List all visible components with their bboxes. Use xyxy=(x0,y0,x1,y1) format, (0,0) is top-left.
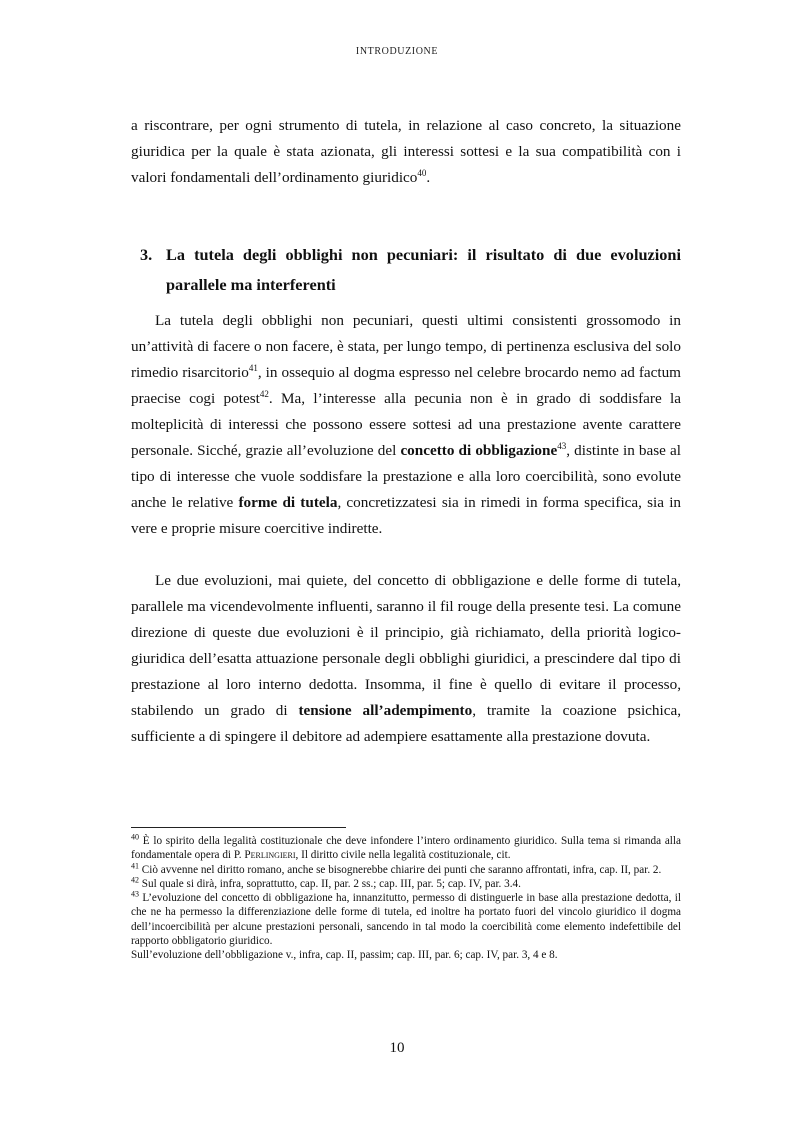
paragraph-intro-continuation xyxy=(131,113,681,191)
footnote-number: 41 xyxy=(131,860,139,870)
footnote-ref-42[interactable]: 42 xyxy=(259,388,269,399)
footnote-number: 40 xyxy=(131,832,139,842)
footnote-40 xyxy=(131,834,681,863)
footnote-number: 43 xyxy=(131,889,139,899)
footnote-ref-43[interactable]: 43 xyxy=(557,440,567,451)
footnote-43-continuation: Sull’evoluzione dell’obbligazione v., infra, cap. II, passim; cap. III, par. 6; cap. IV, par. 3, 4 e 8. xyxy=(131,949,558,962)
text-run: Le due evoluzioni, mai quiete, del concetto di obbligazione e delle forme di tutela, parallele ma vicendevolmente influenti, saranno il fil rouge della presente tesi. La comune direzione di queste due evoluzioni è il principio, già richiamato, della priorità logico-giuridica dell’esatta attuazione personale degli obblighi giuridici, a prescindere dal tipo di prestazione al loro interno dedotta. Insomma, il fine è quello di evitare il processo, stabilendo un grado di xyxy=(131,572,681,719)
footnote-41 xyxy=(131,860,681,877)
footnote-ref-40[interactable]: 40 xyxy=(417,167,427,178)
running-header: INTRODUZIONE xyxy=(355,46,439,57)
footnote-text: , Il diritto civile nella legalità costituzionale, cit. xyxy=(295,849,511,862)
paragraph-obblighi xyxy=(131,308,681,542)
section-heading xyxy=(140,240,681,300)
paragraph-evoluzioni xyxy=(131,568,681,750)
footnote-42 xyxy=(131,877,681,891)
section-title: La tutela degli obblighi non pecuniari: il risultato di due evoluzioni parallele ma interferenti xyxy=(166,245,681,294)
footnote-separator xyxy=(131,827,346,828)
paragraph-text: a riscontrare, per ogni strumento di tutela, in relazione al caso concreto, la situazione giuridica per la quale è stata azionata, gli interessi sottesi e la sua compatibilità con i valori fondamentali dell’ordinamento giuridico xyxy=(131,117,681,186)
text-run: . Ma, l’interesse alla pecunia non è in grado di soddisfare la molteplicità di interessi che possono essere sottesi ad una prestazione avente carattere personale. Sicché, grazie all’evoluzione del xyxy=(131,390,681,459)
bold-term-forme-di-tutela: forme di tutela xyxy=(238,494,338,511)
paragraph-end: . xyxy=(426,169,431,186)
text-run: , tramite la coazione psichica, sufficiente a di spingere il debitore ad adempiere esattamente alla prestazione dovuta. xyxy=(131,702,681,745)
text-run: La tutela degli obblighi non pecuniari, questi ultimi consistenti grossomodo in un’attività di facere o non facere, è stata, per lungo tempo, di pertinenza esclusiva del solo rimedio risarcitorio xyxy=(131,312,681,381)
footnote-number: 42 xyxy=(131,875,139,885)
footnote-text: Ciò avvenne nel diritto romano, anche se bisognerebbe chiarire dei punti che saranno affrontati, infra, cap. II, par. 2. xyxy=(139,863,662,876)
text-run: , in ossequio al dogma espresso nel celebre brocardo nemo ad factum praecise cogi potest xyxy=(131,364,681,407)
text-run: , concretizzatesi sia in rimedi in forma specifica, sia in vere e proprie misure coercitive indirette. xyxy=(131,494,682,537)
footnote-43 xyxy=(131,891,681,948)
section-number: 3. xyxy=(140,245,153,264)
footnote-text: Sul quale si dirà, infra, soprattutto, cap. II, par. 2 ss.; cap. III, par. 5; cap. IV, par. 3.4. xyxy=(139,877,521,890)
page-number: 10 xyxy=(389,1040,405,1056)
footnote-author: Perlingieri xyxy=(244,849,296,862)
footnote-text: L’evoluzione del concetto di obbligazione ha, innanzitutto, permesso di distinguerle in base alla prestazione dedotta, il che ne ha permesso la differenziazione delle forme di tutela, ed inoltre ha portato fuori del vincolo giuridico il dogma dell’incoercibilità per alcune prestazioni personali, sancendo in tal modo la coercibilità come elemento indefettibile del rapporto obbligatorio giuridico. xyxy=(131,892,681,948)
footnote-ref-41[interactable]: 41 xyxy=(248,362,258,373)
footnote-text: È lo spirito della legalità costituzionale che deve infondere l’intero ordinamento giuridico. Sulla tema si rimanda alla fondamentale opera di P. xyxy=(131,835,681,862)
footnotes xyxy=(131,834,681,963)
bold-term-tensione-adempimento: tensione all’adempimento xyxy=(298,702,473,719)
bold-term-concetto-obbligazione: concetto di obbligazione xyxy=(400,442,558,459)
text-run: , distinte in base al tipo di interesse che vuole soddisfare la prestazione e alla loro coercibilità, sono evolute anche le relative xyxy=(131,442,681,511)
